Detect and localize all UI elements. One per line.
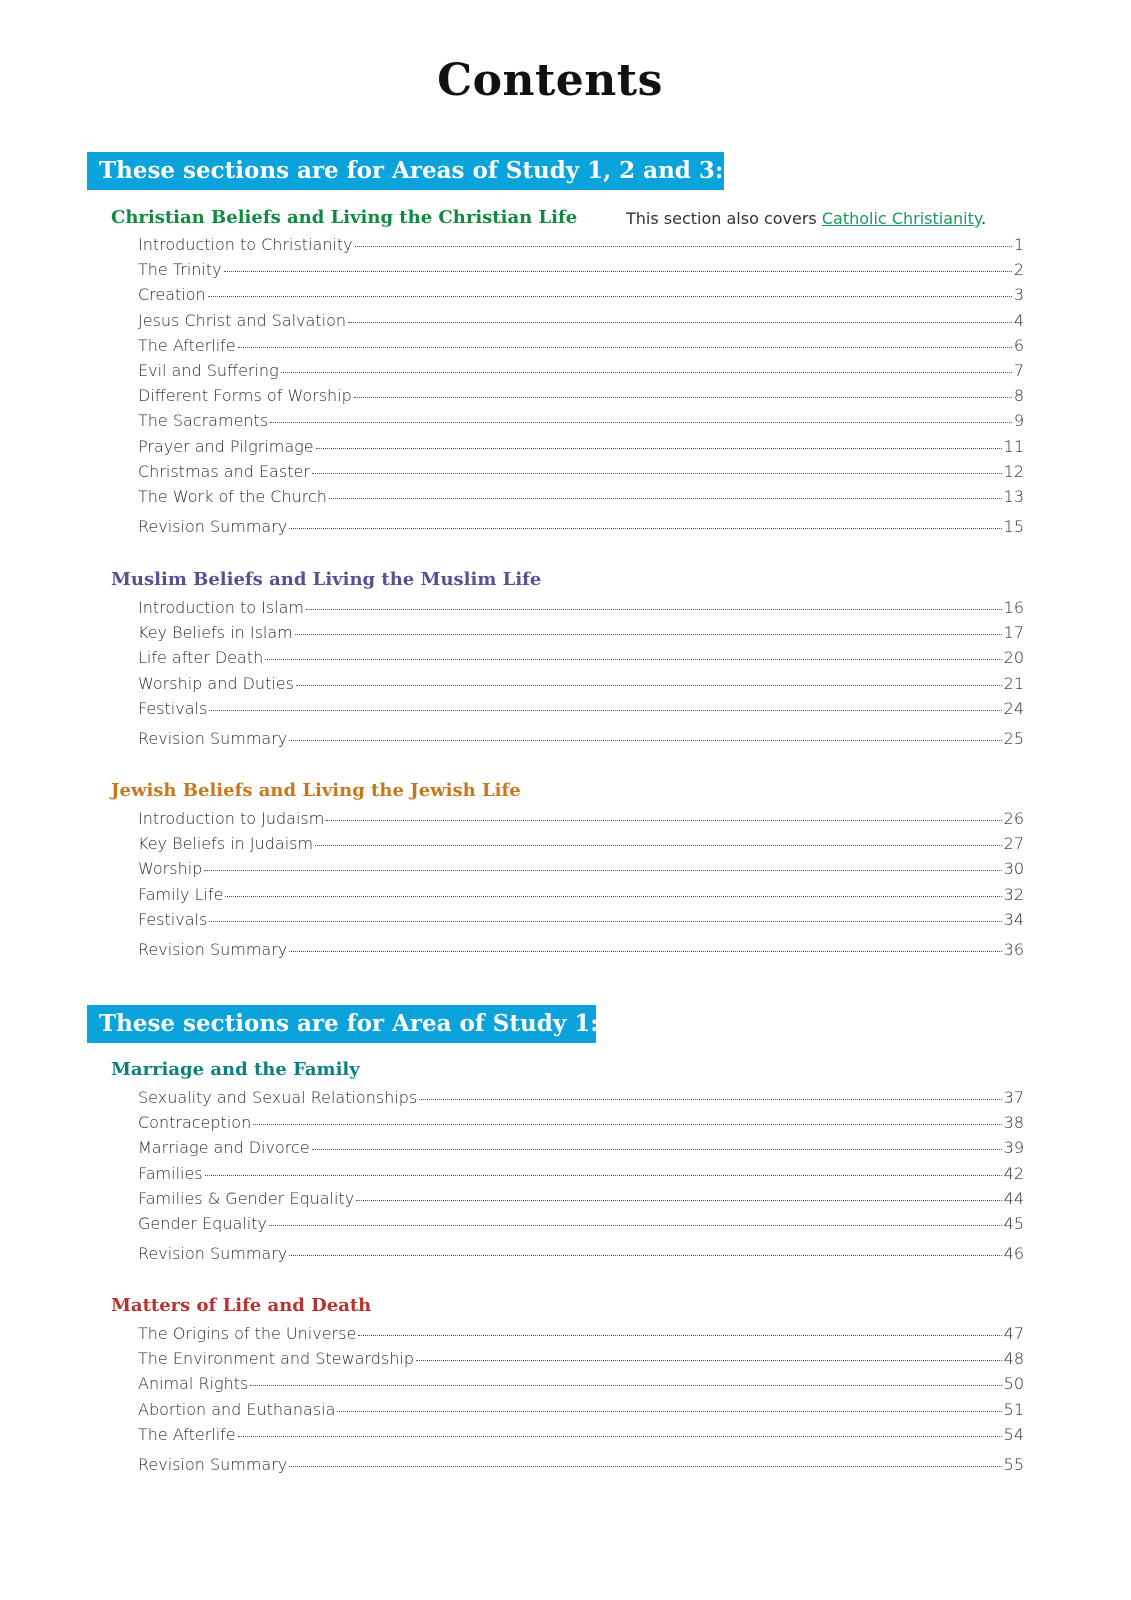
toc-entry-page: 8	[1013, 386, 1024, 406]
toc-entry-title: The Trinity	[138, 260, 222, 280]
toc-entry[interactable]	[138, 260, 1024, 285]
toc-entry[interactable]	[138, 1113, 1024, 1138]
toc-entry[interactable]	[138, 809, 1024, 834]
muslim-section-heading: Muslim Beliefs and Living the Muslim Life	[111, 569, 542, 590]
toc-entry-page: 37	[1003, 1088, 1024, 1107]
toc-entry-page: 36	[1003, 939, 1024, 959]
dot-leader	[306, 609, 1002, 610]
toc-entry-page: 9	[1013, 411, 1024, 431]
dot-leader	[289, 740, 1001, 741]
marriage-section-heading: Marriage and the Family	[111, 1059, 360, 1080]
dot-leader	[416, 1360, 1002, 1361]
toc-entry[interactable]	[138, 1189, 1024, 1214]
dot-leader	[289, 951, 1001, 952]
toc-entry-title: Families	[138, 1163, 203, 1183]
toc-entry[interactable]	[138, 623, 1024, 648]
toc-entry-page: 15	[1003, 517, 1024, 537]
toc-entry[interactable]	[138, 1138, 1024, 1163]
dot-leader	[296, 685, 1002, 686]
toc-entry-title: Worship and Duties	[138, 673, 294, 693]
dot-leader	[209, 710, 1001, 711]
toc-entry[interactable]	[138, 1400, 1024, 1425]
toc-entry-title: Christmas and Easter	[138, 461, 310, 481]
toc-entry-title: Contraception	[138, 1113, 252, 1133]
jewish-toc-list	[138, 809, 1024, 965]
toc-entry-title: Animal Rights	[138, 1374, 249, 1394]
christian-section-heading: Christian Beliefs and Living the Christian Life	[111, 207, 578, 228]
dot-leader	[356, 1200, 1001, 1201]
toc-entry-title: Key Beliefs in Islam	[138, 623, 293, 643]
toc-entry-page: 25	[1003, 728, 1024, 748]
dot-leader	[348, 322, 1012, 323]
toc-entry[interactable]	[138, 361, 1024, 386]
muslim-toc-list	[138, 598, 1024, 754]
life-death-toc-list	[138, 1324, 1024, 1480]
toc-entry-title: Worship	[138, 859, 203, 879]
toc-entry[interactable]	[138, 1374, 1024, 1399]
dot-leader	[250, 1385, 1001, 1386]
toc-entry-title: Evil and Suffering	[138, 360, 279, 380]
toc-entry[interactable]	[138, 885, 1024, 910]
toc-entry[interactable]	[138, 1455, 1024, 1480]
toc-entry[interactable]	[138, 1349, 1024, 1374]
toc-entry-title: Marriage and Divorce	[138, 1138, 310, 1158]
dot-leader	[289, 528, 1001, 529]
toc-entry-title: Introduction to Judaism	[138, 809, 325, 828]
dot-leader	[316, 448, 1002, 449]
toc-entry-title: Gender Equality	[138, 1213, 267, 1233]
toc-entry-title: Introduction to Christianity	[138, 235, 353, 254]
life-death-section-heading: Matters of Life and Death	[111, 1295, 372, 1316]
toc-entry-title: Festivals	[138, 698, 208, 718]
toc-entry-title: The Afterlife	[138, 1424, 236, 1444]
toc-entry[interactable]	[138, 1324, 1024, 1349]
dot-leader	[238, 347, 1012, 348]
toc-entry[interactable]	[138, 411, 1024, 436]
toc-entry[interactable]	[138, 1164, 1024, 1189]
christian-toc-list	[138, 235, 1024, 542]
toc-entry-page: 48	[1003, 1349, 1024, 1369]
toc-entry-page: 11	[1003, 436, 1024, 456]
toc-entry[interactable]	[138, 1244, 1024, 1269]
toc-entry-page: 39	[1003, 1138, 1024, 1158]
toc-entry-page: 51	[1003, 1399, 1024, 1419]
toc-entry-title: Key Beliefs in Judaism	[138, 834, 314, 854]
toc-entry-title: Jesus Christ and Salvation	[138, 310, 347, 330]
toc-entry[interactable]	[138, 674, 1024, 699]
toc-entry-title: Revision Summary	[138, 728, 288, 748]
toc-entry[interactable]	[138, 235, 1024, 260]
dot-leader	[204, 870, 1001, 871]
toc-entry-page: 3	[1013, 285, 1024, 305]
dot-leader	[205, 1175, 1002, 1176]
toc-entry-page: 20	[1003, 648, 1024, 668]
toc-entry[interactable]	[138, 834, 1024, 859]
dot-leader	[312, 473, 1002, 474]
toc-entry[interactable]	[138, 517, 1024, 542]
toc-entry-title: Festivals	[138, 909, 208, 929]
toc-entry-title: The Environment and Stewardship	[138, 1349, 414, 1369]
dot-leader	[315, 845, 1002, 846]
toc-entry-page: 13	[1003, 486, 1024, 506]
toc-entry[interactable]	[138, 699, 1024, 724]
toc-entry-page: 16	[1003, 598, 1024, 617]
area-1-banner: These sections are for Area of Study 1:	[87, 1005, 596, 1043]
toc-entry[interactable]	[138, 859, 1024, 884]
toc-entry-page: 30	[1003, 859, 1024, 879]
toc-entry-title: Revision Summary	[138, 1244, 288, 1264]
dot-leader	[337, 1411, 1001, 1412]
dot-leader	[358, 1335, 1001, 1336]
toc-entry[interactable]	[138, 1425, 1024, 1450]
dot-leader	[208, 296, 1012, 297]
toc-entry-page: 2	[1013, 260, 1024, 280]
dot-leader	[289, 1255, 1001, 1256]
toc-entry-page: 55	[1003, 1454, 1024, 1474]
dot-leader	[225, 896, 1001, 897]
toc-entry-title: The Afterlife	[138, 335, 236, 355]
toc-entry-page: 21	[1003, 673, 1024, 693]
toc-entry-title: Abortion and Euthanasia	[138, 1399, 336, 1419]
catholic-note	[626, 209, 986, 228]
dot-leader	[281, 372, 1012, 373]
toc-entry-title: Sexuality and Sexual Relationships	[138, 1088, 418, 1107]
dot-leader	[289, 1466, 1001, 1467]
toc-entry-title: Revision Summary	[138, 939, 288, 959]
toc-entry-title: Family Life	[138, 884, 224, 904]
toc-entry[interactable]	[138, 910, 1024, 935]
toc-entry-title: Families & Gender Equality	[138, 1188, 355, 1208]
toc-entry[interactable]	[138, 386, 1024, 411]
catholic-christianity-link[interactable]: Catholic Christianity	[821, 209, 982, 228]
toc-entry-page: 32	[1003, 884, 1024, 904]
toc-entry[interactable]	[138, 462, 1024, 487]
toc-entry-page: 38	[1003, 1113, 1024, 1133]
toc-entry-title: Different Forms of Worship	[138, 386, 352, 406]
toc-entry-title: Revision Summary	[138, 517, 288, 537]
dot-leader	[270, 422, 1012, 423]
dot-leader	[269, 1225, 1002, 1226]
dot-leader	[329, 498, 1002, 499]
toc-entry-title: The Work of the Church	[138, 486, 327, 506]
catholic-note-end: .	[981, 209, 987, 228]
toc-entry-page: 17	[1003, 623, 1024, 643]
toc-entry[interactable]	[138, 285, 1024, 310]
toc-entry-page: 45	[1003, 1213, 1024, 1233]
toc-entry[interactable]	[138, 648, 1024, 673]
toc-entry-page: 34	[1003, 909, 1024, 929]
toc-entry[interactable]	[138, 437, 1024, 462]
toc-entry-page: 7	[1013, 360, 1024, 380]
areas-1-2-3-banner: These sections are for Areas of Study 1, 2 and 3:	[87, 152, 724, 190]
catholic-note-text: This section also covers	[626, 209, 822, 228]
toc-entry-title: The Sacraments	[138, 411, 269, 431]
toc-entry-page: 6	[1013, 335, 1024, 355]
toc-entry-page: 44	[1003, 1188, 1024, 1208]
toc-entry-title: Life after Death	[138, 648, 264, 668]
toc-entry[interactable]	[138, 1088, 1024, 1113]
toc-entry-page: 24	[1003, 698, 1024, 718]
toc-entry-title: The Origins of the Universe	[138, 1324, 357, 1343]
toc-entry[interactable]	[138, 311, 1024, 336]
dot-leader	[419, 1099, 1001, 1100]
dot-leader	[238, 1436, 1002, 1437]
toc-entry-title: Introduction to Islam	[138, 598, 305, 617]
toc-entry-title: Revision Summary	[138, 1454, 288, 1474]
toc-entry-page: 1	[1013, 235, 1024, 254]
toc-entry-title: Prayer and Pilgrimage	[138, 436, 314, 456]
toc-entry-page: 46	[1003, 1244, 1024, 1264]
dot-leader	[253, 1124, 1001, 1125]
dot-leader	[354, 397, 1012, 398]
toc-entry[interactable]	[138, 940, 1024, 965]
dot-leader	[224, 271, 1012, 272]
toc-entry-page: 42	[1003, 1163, 1024, 1183]
toc-entry-page: 50	[1003, 1374, 1024, 1394]
toc-entry[interactable]	[138, 336, 1024, 361]
dot-leader	[265, 659, 1001, 660]
toc-entry-title: Creation	[138, 285, 206, 305]
dot-leader	[209, 921, 1001, 922]
toc-entry[interactable]	[138, 598, 1024, 623]
page-title: Contents	[437, 55, 663, 106]
toc-entry-page: 47	[1003, 1324, 1024, 1343]
toc-entry[interactable]	[138, 487, 1024, 512]
dot-leader	[295, 634, 1002, 635]
toc-entry-page: 26	[1003, 809, 1024, 828]
marriage-toc-list	[138, 1088, 1024, 1269]
dot-leader	[326, 820, 1001, 821]
jewish-section-heading: Jewish Beliefs and Living the Jewish Life	[111, 780, 521, 801]
toc-entry-page: 54	[1003, 1424, 1024, 1444]
toc-entry-page: 4	[1013, 310, 1024, 330]
dot-leader	[355, 246, 1012, 247]
toc-entry-page: 12	[1003, 461, 1024, 481]
toc-entry[interactable]	[138, 1214, 1024, 1239]
toc-entry-page: 27	[1003, 834, 1024, 854]
toc-entry[interactable]	[138, 729, 1024, 754]
dot-leader	[312, 1149, 1002, 1150]
